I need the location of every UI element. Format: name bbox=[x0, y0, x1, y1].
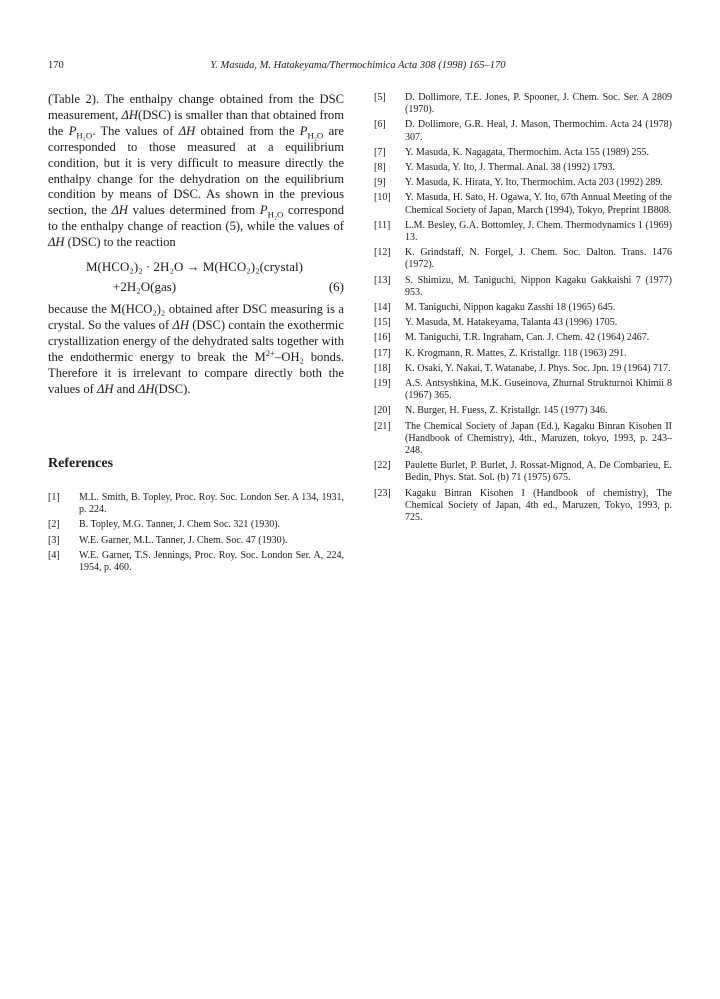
reference-item bbox=[48, 519, 344, 531]
reference-text: N. Burger, H. Fuess, Z. Kristallgr. 145 (1977) 346. bbox=[405, 405, 608, 417]
body-text-column bbox=[48, 92, 344, 398]
reference-text: M. Taniguchi, T.R. Ingraham, Can. J. Chem. 42 (1964) 2467. bbox=[405, 332, 650, 344]
reference-text: W.E. Garner, M.L. Tanner, J. Chem. Soc. 47 (1930). bbox=[79, 534, 288, 546]
reference-text: S. Shimizu, M. Taniguchi, Nippon Kagaku Gakkaishi 7 (1977) 953. bbox=[405, 274, 672, 298]
reference-number: [18] bbox=[374, 362, 391, 374]
reference-text: L.M. Besley, G.A. Bottomley, J. Chem. Thermodynamics 1 (1969) 13. bbox=[405, 219, 672, 244]
delta-h: ΔH bbox=[121, 107, 138, 122]
reference-item bbox=[374, 119, 672, 143]
reference-text: Y. Masuda, K. Nagagata, Thermochim. Acta 155 (1989) 255. bbox=[405, 146, 650, 158]
p-symbol: P bbox=[68, 123, 77, 138]
references-left-column bbox=[48, 492, 344, 577]
delta-h: ΔH bbox=[111, 203, 128, 218]
reference-item bbox=[374, 421, 672, 458]
delta-h: ΔH bbox=[172, 317, 189, 332]
reference-number: [20] bbox=[374, 405, 391, 417]
p-subscript: H₂O bbox=[267, 209, 284, 220]
reference-item bbox=[374, 378, 672, 402]
equation-6 bbox=[48, 257, 344, 299]
reference-number: [22] bbox=[374, 460, 391, 472]
reference-item bbox=[374, 302, 672, 314]
references-right-column bbox=[374, 92, 672, 527]
reference-number: [14] bbox=[374, 302, 391, 314]
text: (DSC) to the reaction bbox=[64, 235, 176, 250]
text: are corresponded to those measured at a equilibrium condition, but it is very difficult to measure directly the enthalpy change for the dehydration on the equilibrium condition by means of DSC. As shown in the previous section, the bbox=[48, 123, 344, 218]
reference-number: [19] bbox=[374, 378, 391, 390]
reference-item bbox=[374, 275, 672, 299]
reference-text: K. Krogmann, R. Mattes, Z. Kristallgr. 118 (1963) 291. bbox=[405, 347, 627, 359]
reference-number: [10] bbox=[374, 192, 391, 204]
reference-text: Y. Masuda, H. Sato, H. Ogawa, Y. Ito, 67th Annual Meeting of the Chemical Society of Japan, March (1994), Tokyo, Preprint 1B808. bbox=[405, 192, 672, 216]
reference-text: Y. Masuda, K. Hirata, Y. Ito, Thermochim. Acta 203 (1992) 289. bbox=[405, 177, 663, 189]
reference-item bbox=[374, 348, 672, 360]
delta-h: ΔH bbox=[48, 235, 65, 250]
paragraph-1 bbox=[48, 92, 344, 251]
text: correspond to the enthalpy change of reaction (5), while the values of bbox=[48, 203, 344, 234]
reference-item bbox=[374, 363, 672, 375]
reference-text: A.S. Antsyshkina, M.K. Guseinova, Zhurnal Strukturnoi Khimii 8 (1967) 365. bbox=[405, 378, 672, 402]
reference-number: [5] bbox=[374, 92, 386, 103]
reference-text: Paulette Burlet, P. Burlet, J. Rossat-Mignod, A. De Combarieu, E. Bedin, Phys. Stat. Sol. (b) 71 (1975) 675. bbox=[405, 460, 672, 484]
reference-item bbox=[374, 147, 672, 159]
reference-number: [12] bbox=[374, 247, 391, 259]
reference-item bbox=[374, 220, 672, 244]
reference-item bbox=[374, 405, 672, 417]
reference-text: W.E. Garner, T.S. Jennings, Proc. Roy. Soc. London Ser. A, 224, 1954, p. 460. bbox=[79, 549, 344, 574]
text: (DSC). bbox=[154, 381, 191, 396]
charge-superscript: 2+ bbox=[265, 347, 276, 358]
page-number: 170 bbox=[48, 60, 64, 71]
p-subscript: H₂O bbox=[76, 130, 93, 141]
equation-line-2: +2H₂O(gas) bbox=[113, 279, 177, 295]
text: obtained from the bbox=[195, 123, 300, 138]
reference-item bbox=[374, 177, 672, 189]
reference-item bbox=[374, 192, 672, 216]
reference-text: Kagaku Binran Kisohen I (Handbook of chemistry), The Chemical Society of Japan, 4th ed., Maruzen, Tokyo, 1993, p. 725. bbox=[405, 487, 672, 524]
reference-item bbox=[374, 332, 672, 344]
reference-number: [16] bbox=[374, 332, 391, 344]
reference-number: [4] bbox=[48, 549, 60, 561]
references-heading: References bbox=[48, 456, 114, 471]
reference-text: M.L. Smith, B. Topley, Proc. Roy. Soc. London Ser. A 134, 1931, p. 224. bbox=[79, 492, 344, 516]
reference-number: [21] bbox=[374, 420, 391, 432]
text: and bbox=[113, 381, 138, 396]
reference-item bbox=[48, 535, 344, 547]
p-symbol: P bbox=[299, 123, 308, 138]
text: –OH₂ bonds. Therefore it is irrelevant to compare directly both the values of bbox=[48, 349, 345, 396]
reference-text: Y. Masuda, Y. Ito, J. Thermal. Anal. 38 (1992) 1793. bbox=[405, 162, 615, 174]
reference-number: [11] bbox=[374, 219, 391, 231]
text: (DSC) is smaller than that obtained from the bbox=[48, 107, 344, 138]
reference-number: [2] bbox=[48, 519, 60, 531]
reference-item bbox=[374, 488, 672, 525]
reference-number: [13] bbox=[374, 274, 391, 286]
equation-line-1: M(HCO₂)₂ · 2H₂O → M(HCO₂)₂(crystal) bbox=[86, 259, 303, 275]
delta-h: ΔH bbox=[178, 123, 196, 138]
running-title: Y. Masuda, M. Hatakeyama/Thermochimica Acta 308 (1998) 165–170 bbox=[210, 60, 506, 71]
reference-number: [15] bbox=[374, 317, 391, 329]
reference-text: M. Taniguchi, Nippon kagaku Zasshi 18 (1965) 645. bbox=[405, 302, 616, 314]
reference-text: D. Dollimore, G.R. Heal, J. Mason, Thermochim. Acta 24 (1978) 307. bbox=[405, 119, 672, 143]
delta-h: ΔH bbox=[137, 381, 155, 396]
reference-number: [7] bbox=[374, 146, 386, 158]
text: values determined from bbox=[128, 203, 260, 218]
p-subscript: H₂O bbox=[307, 130, 324, 141]
text: (DSC) contain the exothermic crystallization energy of the dehydrated salts together with the endothermic energy to break the M bbox=[48, 317, 344, 364]
reference-item bbox=[374, 92, 672, 116]
reference-item bbox=[48, 550, 344, 574]
reference-text: Y. Masuda, M. Hatakeyama, Talanta 43 (1996) 1705. bbox=[405, 317, 618, 329]
p-symbol: P bbox=[259, 203, 268, 218]
delta-h: ΔH bbox=[96, 381, 114, 396]
reference-number: [17] bbox=[374, 347, 391, 359]
reference-number: [1] bbox=[48, 492, 60, 503]
reference-number: [23] bbox=[374, 487, 391, 499]
reference-number: [6] bbox=[374, 119, 386, 131]
reference-item bbox=[48, 492, 344, 516]
equation-number: (6) bbox=[328, 279, 344, 295]
reference-text: The Chemical Society of Japan (Ed.), Kagaku Binran Kisohen II (Handbook of Chemistry), 4th., Maruzen, tokyo, 1993, p. 243–248. bbox=[405, 420, 672, 457]
text: (Table 2). The enthalpy change obtained from the DSC measurement, bbox=[48, 92, 344, 122]
reference-text: B. Topley, M.G. Tanner, J. Chem Soc. 321 (1930). bbox=[79, 519, 281, 531]
reference-item bbox=[374, 460, 672, 484]
text: . The values of bbox=[92, 123, 179, 138]
reference-text: K. Osaki, Y. Nakai, T. Watanabe, J. Phys. Soc. Jpn. 19 (1964) 717. bbox=[405, 362, 671, 374]
reference-number: [8] bbox=[374, 162, 386, 174]
reference-text: K. Grindstaff, N. Forgel, J. Chem. Soc. Dalton. Trans. 1476 (1972). bbox=[405, 247, 672, 271]
reference-item bbox=[374, 317, 672, 329]
reference-item bbox=[374, 247, 672, 271]
reference-number: [9] bbox=[374, 177, 386, 189]
reference-number: [3] bbox=[48, 534, 60, 546]
reference-text: D. Dollimore, T.E. Jones, P. Spooner, J. Chem. Soc. Ser. A 2809 (1970). bbox=[405, 92, 672, 116]
text: because the M(HCO₂)₂ obtained after DSC measuring is a crystal. So the values of bbox=[48, 302, 344, 332]
paragraph-2 bbox=[48, 302, 344, 397]
reference-item bbox=[374, 162, 672, 174]
